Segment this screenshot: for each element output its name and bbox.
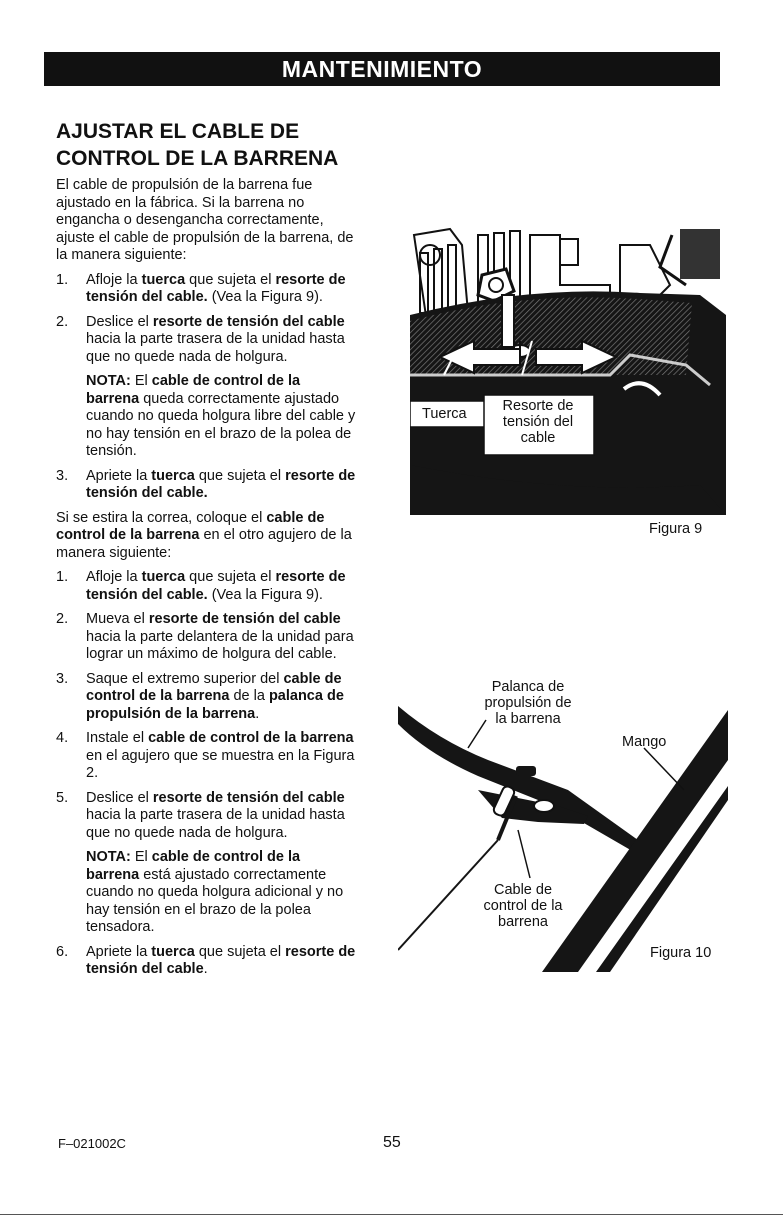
figure-10-label-handle: Mango	[622, 734, 667, 750]
step-number: 5.	[56, 789, 69, 806]
figure-9-caption: Figura 9	[649, 521, 703, 537]
figure-10-caption: Figura 10	[650, 945, 712, 961]
step-4b	[56, 730, 356, 783]
step-2b	[56, 611, 356, 664]
section-header: MANTENIMIENTO	[44, 52, 720, 86]
step-text: Deslice el resorte de tensión del cable hacia la parte trasera de la unidad hasta que no quede nada de holgura.	[86, 313, 345, 365]
step-text: Instale el cable de control de la barrena en el agujero que se muestra en la Figura 2.	[86, 730, 355, 781]
step-text: Apriete la tuerca que sujeta el resorte de tensión del cable.	[86, 943, 356, 977]
document-code: F–021002C	[58, 1136, 126, 1151]
title-line-2: CONTROL DE LA BARRENA	[56, 147, 339, 170]
step-1b	[56, 569, 356, 604]
step-2a	[56, 314, 356, 367]
intro-paragraph: El cable de propulsión de la barrena fue ajustado en la fábrica. Si la barrena no engancha o desengancha correctamente, ajuste el cable de propulsión de la barrena, de la manera siguiente:	[56, 177, 354, 263]
step-3a	[56, 468, 356, 503]
step-6b	[56, 944, 356, 979]
step-text: Apriete la tuerca que sujeta el resorte de tensión del cable.	[86, 467, 356, 501]
page-title	[56, 118, 376, 172]
note-2: NOTA: El cable de control de la barrena está ajustado correctamente cuando no queda holgura adicional y no hay tensión en el brazo de la polea tensadora.	[86, 849, 344, 935]
step-text: Afloje la tuerca que sujeta el resorte de tensión del cable. (Vea la Figura 9).	[86, 271, 346, 305]
step-number: 2.	[56, 611, 69, 627]
title-line-1: AJUSTAR EL CABLE DE	[56, 120, 300, 143]
step-5b	[56, 790, 356, 843]
step-text: Saque el extremo superior del cable de control de la barrena de la palanca de propulsión de la barrena.	[86, 670, 344, 722]
figure-10-label-cable: Cable de control de la barrena	[483, 882, 563, 930]
figure-9-label-spring: Resorte de tensión del cable	[502, 398, 574, 446]
figure-9-label-nut: Tuerca	[422, 406, 467, 422]
instructions-column	[56, 177, 356, 986]
step-number: 1.	[56, 271, 69, 288]
figure-9-illustration	[410, 225, 726, 515]
step-1a	[56, 272, 356, 307]
bottom-rule	[0, 1214, 783, 1215]
step-text: Mueva el resorte de tensión del cable hacia la parte delantera de la unidad para lograr un máximo de holgura del cable.	[86, 611, 354, 662]
note-1: NOTA: El cable de control de la barrena queda correctamente ajustado cuando no queda holgura libre del cable y no hay tensión en el brazo de la polea de tensión.	[86, 373, 356, 459]
step-number: 6.	[56, 943, 69, 960]
step-number: 4.	[56, 730, 69, 746]
step-3b	[56, 671, 356, 724]
figure-10-label-lever: Palanca de propulsión de la barrena	[484, 679, 572, 727]
step-number: 3.	[56, 670, 69, 687]
step-text: Deslice el resorte de tensión del cable hacia la parte trasera de la unidad hasta que no quede nada de holgura.	[86, 789, 345, 841]
step-number: 3.	[56, 467, 69, 484]
mid-paragraph: Si se estira la correa, coloque el cable de control de la barrena en el otro agujero de la manera siguiente:	[56, 509, 352, 561]
page-number: 55	[383, 1134, 401, 1151]
step-number: 2.	[56, 313, 69, 330]
step-text: Afloje la tuerca que sujeta el resorte de tensión del cable. (Vea la Figura 9).	[86, 569, 346, 603]
step-number: 1.	[56, 569, 69, 585]
